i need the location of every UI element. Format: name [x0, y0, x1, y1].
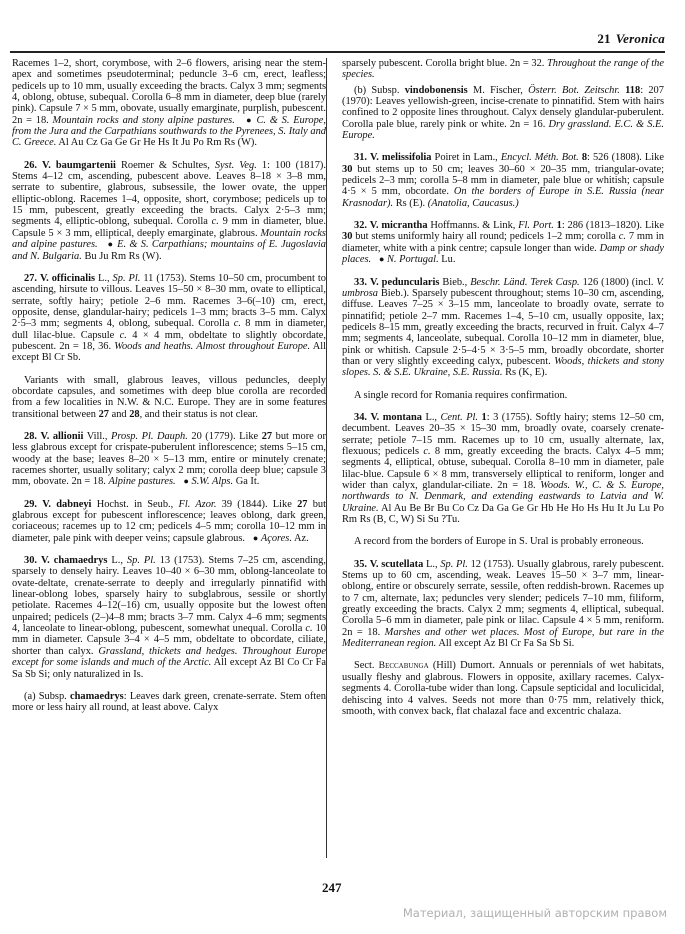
species-entry-30: 30. V. chamaedrys L., Sp. Pl. 13 (1753). Stems 7–25 cm, ascending, sparsely to densely hairy. Leaves 10–40 × 6–30 mm, oblong-lanceolate to ovate-deltate, crenate-serrate to deeply and irregularly pinnatifid with linear-oblong lobes, sparsely hairy to subglabrous, sessile or shortly petiolate. Racemes 4–12(–16) cm, usually opposite but the lowest often unpaired; pedicels (2–)4–8 mm; bracts 3–7 mm. Calyx 4–6 mm; segments 4, lanceolate to linear-oblong, pubescent, somewhat unequal. Corolla c. 10 mm in diameter. Capsule 3–4 × 4–5 mm, obdeltate to obcordate, ciliate, shorter than calyx. Grassland, thickets and hedges. Throughout Europe except for some islands and much of the Arctic. All except Az Bl Co Cr Fa Sa Sb Si; only naturalized in Is.: [12, 555, 326, 680]
species-entry-31: 31. V. melissifolia Poiret in Lam., Encycl. Méth. Bot. 8: 526 (1808). Like 30 but stems up to 50 cm; leaves 30–60 × 20–35 mm, triangular-ovate; pedicels 2–3 mm; corolla 5–8 mm in diameter, pale blue or whitish; capsule 4·5 × 5 mm, obcordate. On the borders of Europe in S.E. Russia (near Krasnodar). Rs (E). (Anatolia, Caucasus.): [342, 152, 664, 209]
species-name: V. officinalis: [39, 272, 96, 284]
species-entry-27: 27. V. officinalis L., Sp. Pl. 11 (1753). Stems 10–50 cm, procumbent to ascending, hirsute to villous. Leaves 15–50 × 8–30 mm, ovate to elliptical, serrate, softly hairy; petiole 2–6 mm. Racemes 3–6(–10) cm, erect, opposite, dense, glandular-hairy; pedicels 1–3 mm; bracts 3–5 mm. Calyx 2·5–3 mm; segments 4, oblong, subequal. Corolla c. 8 mm in diameter, dull lilac-blue. Capsule c. 4 × 4 mm, obdeltate to slightly obcordate, pubescent. 2n = 18, 36. Woods and heaths. Almost throughout Europe. All except Bl Cr Sb.: [12, 272, 326, 364]
subspecies-name: chamaedrys: [70, 690, 124, 702]
species-entry-34: 34. V. montana L., Cent. Pl. 1: 3 (1755). Softly hairy; stems 12–50 cm, decumbent. Leaves 20–35 × 15–30 mm, broadly ovate, coarsely crenate-serrate; petiole 7–15 mm. Racemes up to 10 cm, usually alternate, lax, flexuous; pedicels c. 8 mm, greatly exceeding the bracts. Calyx 4–5 mm; segments 4, elliptical, obtuse, subequal. Corolla 8–10 mm in diameter, pale lilac-blue. Capsule 6 × 8 mm, transversely elliptical to reniform, longer and wider than calyx, glandular-ciliate. 2n = 18. Woods. W., C. & S. Europe, northwards to N. Denmark, and extending eastwards to Latvia and W. Ukraine. Al Au Be Br Bu Co Cz Da Ga Ge Gr Hb He Ho Hs Hu It Ju Lu Po Rm Rs (B, C, W) Si Su ?Tu.: [342, 411, 664, 526]
distribution-codes: Rs (E).: [395, 197, 426, 209]
subspecies-name: vindobonensis: [404, 84, 468, 96]
copyright-watermark: Материал, защищенный авторским правом: [402, 906, 667, 920]
species-entry-35: 35. V. scutellata L., Sp. Pl. 12 (1753). Usually glabrous, rarely pubescent. Stems up to 60 cm, ascending, weak. Leaves 15–50 × 3–7 mm, linear-oblong, entire or obscurely serrate, sessile, often reddish-brown. Racemes up to 7 cm, alternate, lax; peduncles very slender; pedicels 7–10 mm, filiform, greatly exceeding the bracts. Calyx 2 mm; segments 4, elliptical, subequal. Corolla 5–6 mm in diameter, pale pink or lilac. Capsule 4 × 5 mm, reniform. 2n = 18. Marshes and other wet places. Most of Europe, but rare in the Mediterranean region. All except Az Bl Cr Fa Sa Sb Si.: [342, 558, 664, 650]
endemic-marker-icon: ●: [107, 239, 114, 250]
distribution-codes: All except Bl Cr Sb.: [12, 340, 326, 364]
left-column: [12, 58, 326, 714]
section-name: Beccabunga: [378, 660, 429, 672]
distribution-codes: All except Az Bl Co Cr Fa Sa Sb Si; only naturalized in Is.: [12, 657, 326, 680]
header-rule: [10, 51, 665, 53]
genus-title: Veronica: [615, 31, 665, 46]
distribution-codes: Rs (K, E).: [505, 367, 548, 379]
species-name: V. allionii: [40, 430, 84, 442]
distribution-codes: Ga It.: [235, 476, 260, 488]
species-name: V. peduncularis: [369, 276, 440, 288]
endemic-marker-icon: ●: [378, 254, 385, 265]
endemic-marker-icon: ●: [252, 532, 259, 543]
section-beccabunga: Sect. Beccabunga (Hill) Dumort. Annuals or perennials of wet habitats, usually fleshy and glabrous. Flowers in opposite, axillary racemes. Calyx-segments 4. Corolla-tube wider than long. Capsule septicidal and loculicidal, dehiscing into 4 valves. Seeds not more than 0·75 mm, relatively thick, smooth, with convex back, flat chalazal face and excentric chalaza.: [342, 660, 664, 717]
species-name: V. dabneyi: [42, 498, 92, 510]
ural-note: A record from the borders of Europe in S. Ural is probably erroneous.: [354, 536, 644, 548]
species-name: V. scutellata: [369, 558, 424, 570]
distribution-codes: All except Az Bl Cr Fa Sa Sb Si.: [438, 638, 575, 650]
species-entry-28: 28. V. allionii Vill., Prosp. Pl. Dauph. 20 (1779). Like 27 but more or less glabrous except for crispate-puberulent inflorescence; stems 5–15 cm, woody at the base; leaves 8–20 × 5–13 mm, entire or minutely crenate; racemes shorter, usually solitary; calyx 2 mm; corolla deep blue; capsule 3 mm, obovate. 2n = 18. Alpine pastures. ● S.W. Alps. Ga It.: [12, 430, 326, 488]
subspecies-entry-b: (b) Subsp. vindobonensis M. Fischer, Österr. Bot. Zeitschr. 118: 207 (1970): Leaves yellowish-green, incise-crenate to pinnatifid. Stem with hairs confined to 2 opposite lines throughout. Calyx densely glandular-puberulent. Corolla pale blue, rarely pink or white. 2n = 16. Dry grassland. E.C. & S.E. Europe.: [342, 84, 664, 142]
species-entry-29: 29. V. dabneyi Hochst. in Seub., Fl. Azor. 39 (1844). Like 27 but glabrous except for pubescent inflorescence; leaves oblong, dark green, coriaceous; racemes up to 12 cm; pedicels 4–5 mm; corolla 10–12 mm in diameter, pale pink with deeper veins; capsule glabrous. ● Açores. Az.: [12, 498, 326, 544]
species-name: V. micrantha: [369, 220, 428, 232]
distribution-codes: Az.: [293, 532, 309, 544]
species-name: V. montana: [370, 411, 422, 423]
species-entry-33: 33. V. peduncularis Bieb., Beschr. Länd. Terek Casp. 126 (1800) (incl. V. umbrosa Bieb.). Sparsely pubescent throughout; stems 10–30 cm, ascending, diffuse. Leaves 7–25 × 3–15 mm, lanceolate to broadly ovate, serrate to pinnatifid; petiole 2–7 mm. Racemes 1–4, 5–10 cm, usually opposite, lax; pedicels 8–15 mm, greatly exceeding the bracts, recurved in fruit. Calyx 4–7 mm; segments 4, lanceolate, subequal. Corolla 10–12 mm in diameter, blue, pink or whitish. Capsule 2·5–4·5 × 3·5–5 mm, broadly obcordate, shorter than or very slightly exceeding calyx, pubescent. Woods, thickets and stony slopes. S. & S.E. Ukraine, S.E. Russia. Rs (K, E).: [342, 276, 665, 379]
distribution-codes: Lu.: [441, 254, 456, 266]
subspecies-entry-a: (a) Subsp. chamaedrys: Leaves dark green, crenate-serrate. Stem often more or less hairy all round, at least above. Calyx: [12, 690, 326, 714]
subspecies-a-continued: sparsely pubescent. Corolla bright blue. 2n = 32. Throughout the range of the species.: [342, 58, 664, 81]
page-number: 247: [322, 880, 342, 895]
distribution-codes: Al Au Cz Ga Ge Gr He Hs It Ju Po Rm Rs (W).: [58, 137, 257, 149]
species-entry-32: 32. V. micrantha Hoffmanns. & Link, Fl. Port. 1: 286 (1813–1820). Like 30 but stems uniformly hairy all round; pedicels 1–2 mm; corolla c. 7 mm in diameter, white with a pink centre; capsule longer than wide. Damp or shady places. ● N. Portugal. Lu.: [342, 220, 665, 266]
column-divider: [326, 58, 328, 858]
species-name: V. melissifolia: [370, 152, 432, 164]
endemic-marker-icon: ●: [183, 476, 189, 487]
distribution-codes: Al Au Be Br Bu Co Cz Da Ga Ge Gr Hb He Ho Hs Hu It Ju Lu Po Rm Rs (B, C, W) Si Su ?Tu.: [342, 502, 664, 526]
running-head: [597, 31, 665, 47]
distribution-codes: Bu Ju Rm Rs (W).: [84, 250, 162, 262]
romania-note: A single record for Romania requires confirmation.: [354, 389, 568, 401]
right-column: [342, 58, 664, 717]
species-name: V. baumgartenii: [42, 159, 116, 171]
species-entry-26: 26. V. baumgartenii Roemer & Schultes, Syst. Veg. 1: 100 (1817). Stems 4–12 cm, ascending, pubescent above. Leaves 8–18 × 3–8 mm, serrate to subentire, glabrous, subsessile, the lower ovate, the upper elliptic-oblong. Racemes 1–4, opposite, short, corymbose; pedicels up to 15 mm, pubescent, greatly exceeding the bracts. Calyx 2·5–3 mm; segments 4, elliptic-oblong, subequal. Corolla c. 9 mm in diameter, blue. Capsule 5 × 3 mm, elliptical, deeply emarginate, glabrous. Mountain rocks and alpine pastures. ● E. & S. Carpathians; mountains of E. Jugoslavia and N. Bulgaria. Bu Ju Rm Rs (W).: [12, 159, 326, 262]
species-name: V. chamaedrys: [40, 555, 108, 567]
endemic-marker-icon: ●: [246, 114, 253, 125]
page-header: [0, 0, 685, 52]
chapter-number: 21: [597, 31, 611, 46]
variants-note: Variants with small, glabrous leaves, villous peduncles, deeply obcordate capsules, and sometimes with deep blue corolla are recorded from a few localities in N.W. & N.C. Europe. They are in some features transitional between 27 and 28, and their status is not clear.: [12, 374, 326, 420]
paragraph-continued: Racemes 1–2, short, corymbose, with 2–6 flowers, arising near the stem-apex and sometimes pseudoterminal; peduncle 3–6 cm, erect, leafless; pedicels up to 10 mm, usually exceeding the bracts. Calyx 3 mm; segments 4, oblong, obtuse, subequal. Corolla 6–8 mm in diameter, deep blue (rarely pink). Capsule 7 × 5 mm, obovate, usually emarginate, purplish, pubescent. 2n = 18. Mountain rocks and stony alpine pastures. ● C. & S. Europe, from the Jura and the Carpathians southwards to the Pyrenees, S. Italy and C. Greece. Al Au Cz Ga Ge Gr He Hs It Ju Po Rm Rs (W).: [12, 58, 326, 149]
